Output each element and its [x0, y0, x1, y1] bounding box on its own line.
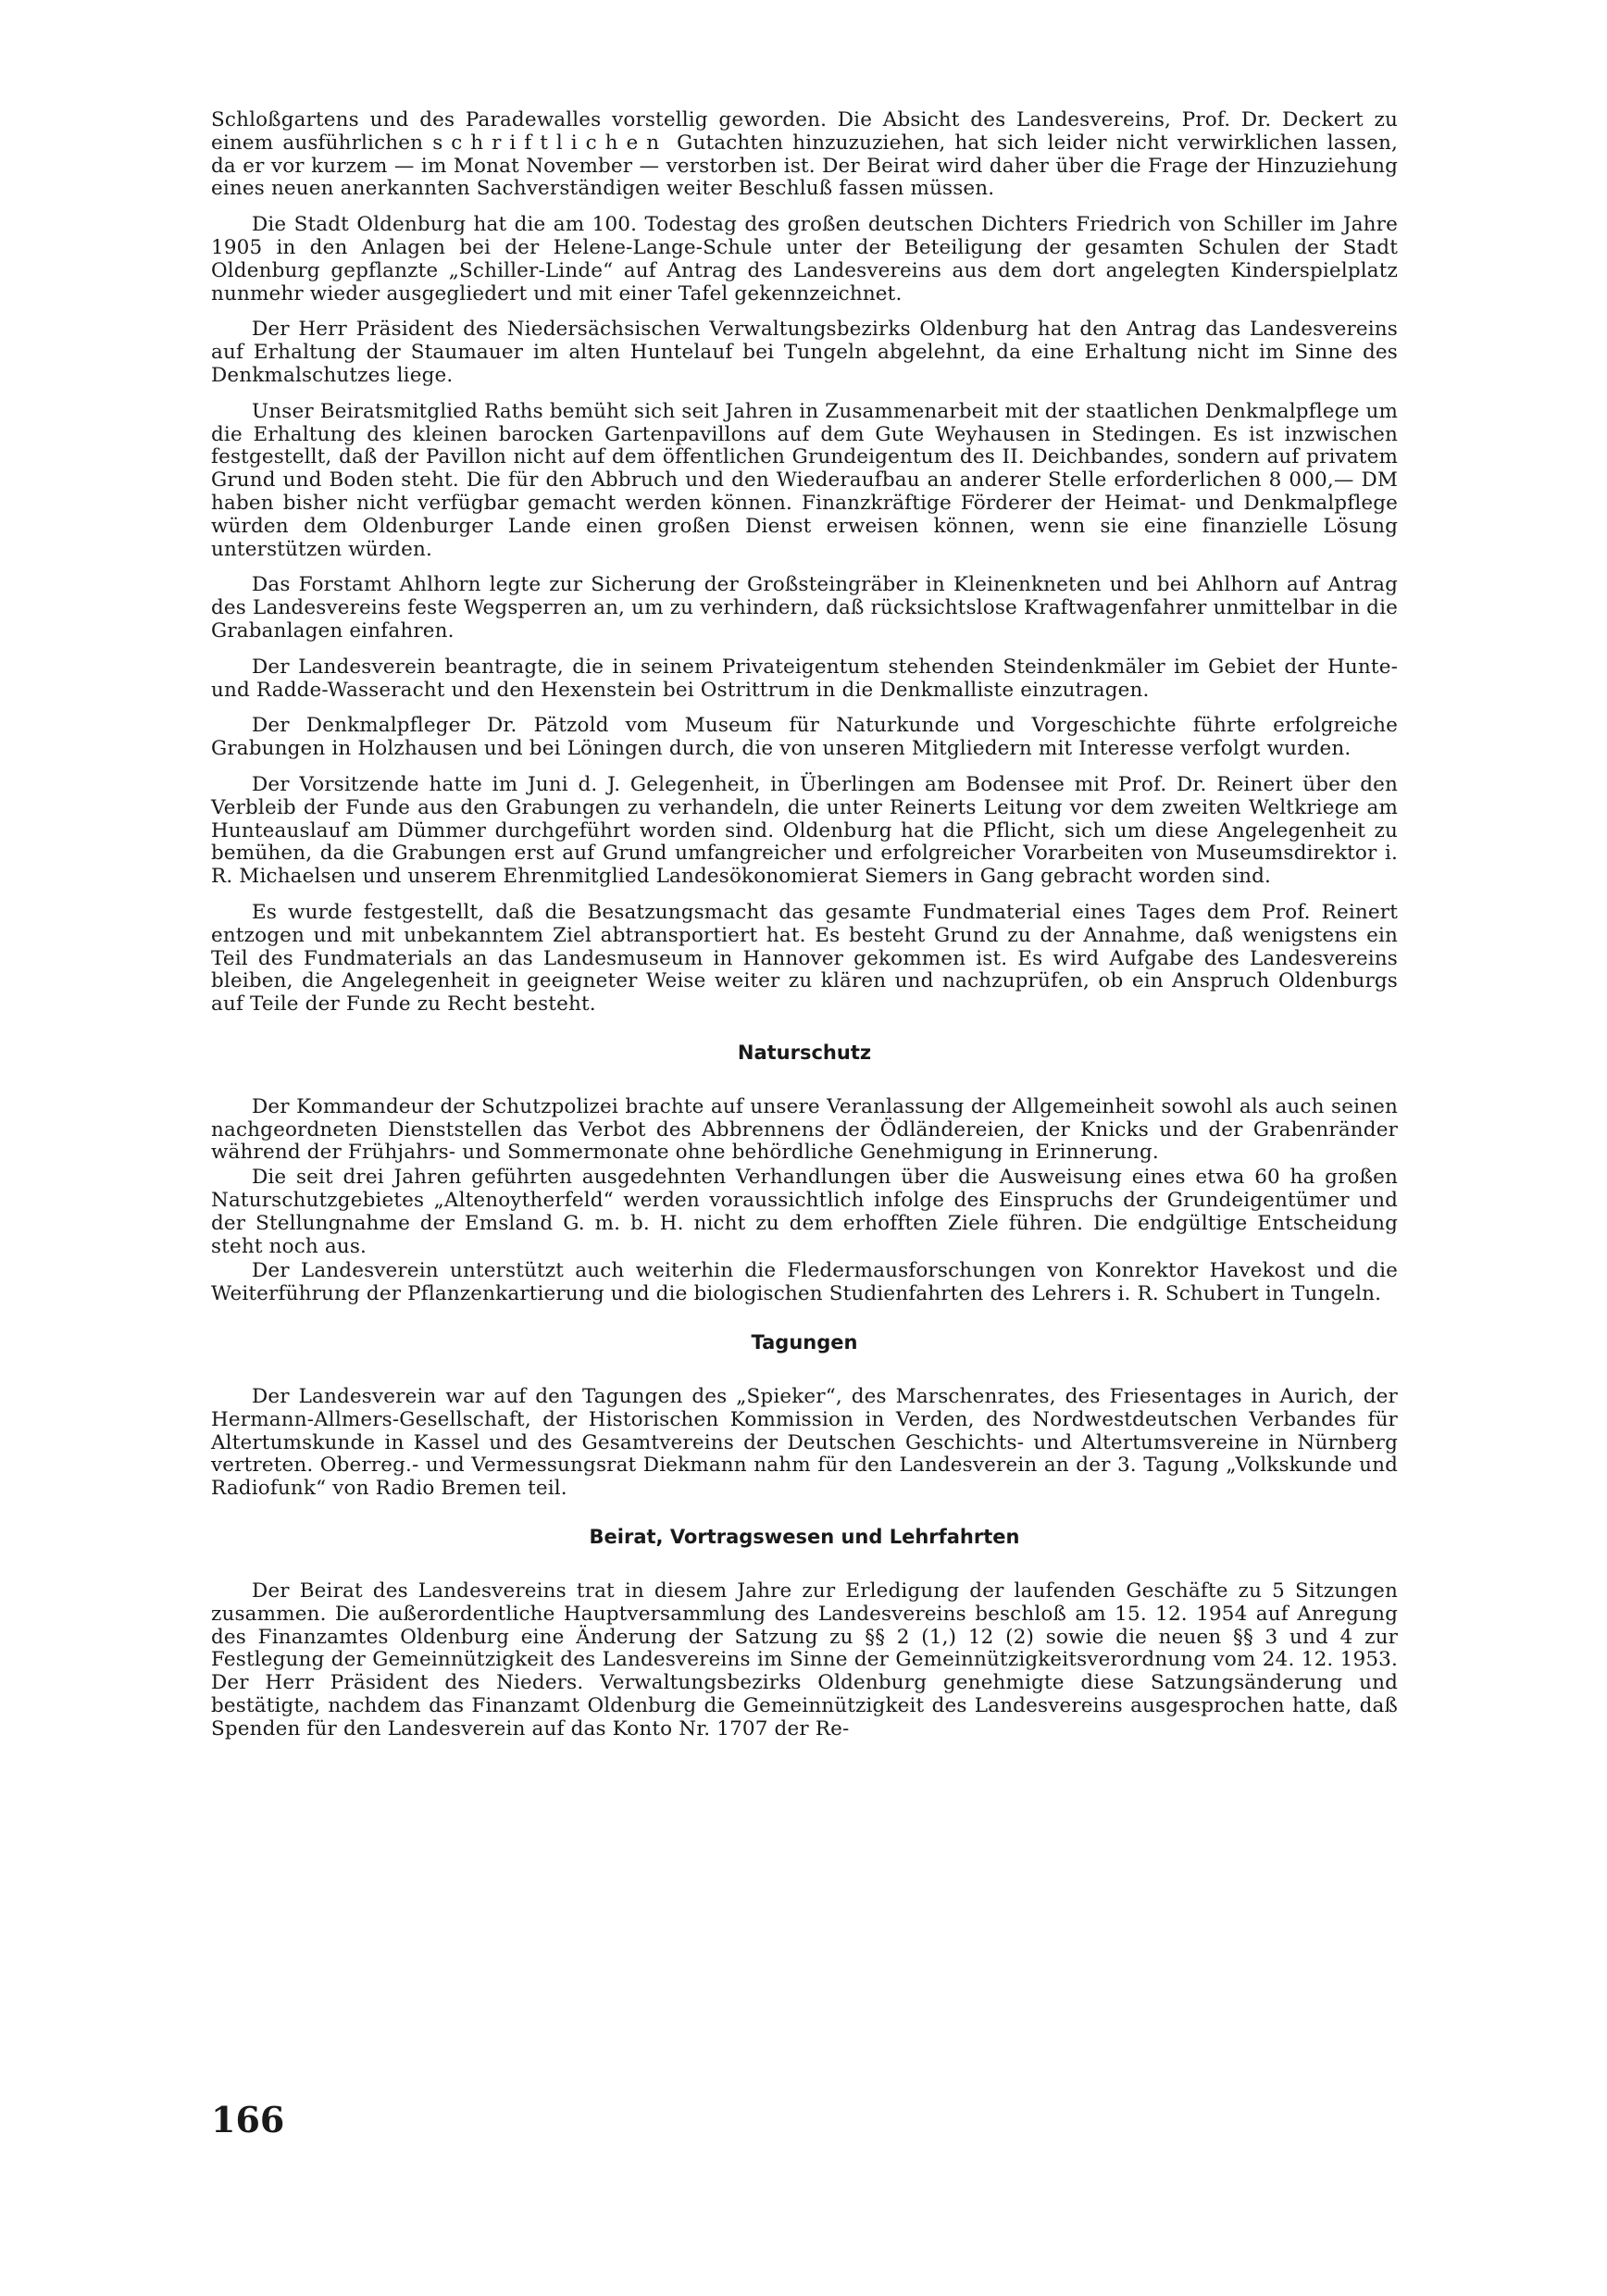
paragraph-gartenpavillon: Unser Beiratsmitglied Raths bemüht sich seit Jahren in Zusammenarbeit mit der staatlichen Denkmalpflege um die Erhaltung des kleinen barocken Gartenpavillons auf dem Gute Weyhausen in Stedingen. Es ist inzwischen festgestellt, daß der Pavillon nicht auf dem öffentlichen Grundeigentum des II. Deichbandes, sondern auf privatem Grund und Boden steht. Die für den Abbruch und den Wiederaufbau an anderer Stelle erforderlichen 8 000,— DM haben bisher nicht verfügbar gemacht werden können. Finanzkräftige Förderer der Heimat- und Denkmalpflege würden dem Oldenburger Lande einen großen Dienst erweisen können, wenn sie eine finanzielle Lösung unterstützen würden.: [211, 399, 1398, 561]
section-heading-beirat: Beirat, Vortragswesen und Lehrfahrten: [589, 1526, 1020, 1549]
paragraph-staumauer: Der Herr Präsident des Niedersächsischen Verwaltungsbezirks Oldenburg hat den Antrag das Landesvereins auf Erhaltung der Staumauer im alten Huntelauf bei Tungeln abgelehnt, da eine Erhaltung nicht im Sinne des Denkmalschutzes liege.: [211, 318, 1398, 387]
document-page: [211, 109, 1398, 1754]
paragraph-reinert: Der Vorsitzende hatte im Juni d. J. Gelegenheit, in Überlingen am Bodensee mit Prof. Dr. Reinert über den Verbleib der Funde aus den Grabungen zu verhandeln, die unter Reinerts Leitung vor dem zweiten Weltkriege am Hunteauslauf am Dümmer durchgeführt worden sind. Oldenburg hat die Pflicht, sich um diese Angelegenheit zu bemühen, da die Grabungen erst auf Grund umfangreicher und erfolgreicher Vorarbeiten von Museumsdirektor i. R. Michaelsen und unserem Ehrenmitglied Landesökonomierat Siemers in Gang gebracht worden sind.: [211, 772, 1398, 889]
section-heading-tagungen: Tagungen: [751, 1331, 858, 1354]
paragraph-fledermaus: Der Landesverein unterstützt auch weiterhin die Fledermausforschungen von Konrektor Havekost und die Weiterführung der Pflanzenkartierung und die biologischen Studienfahrten des Lehrers i. R. Schubert in Tungeln.: [211, 1259, 1398, 1306]
text-run: Schloßgartens und des Paradewalles vorstellig geworden. Die Absicht des Landesvereins, Prof. Dr. Deckert zu einem ausführlichen: [211, 108, 1398, 155]
page-number: 166: [211, 2099, 285, 2140]
spaced-emphasis: schriftlichen: [432, 131, 668, 155]
paragraph-schlossgarten: [211, 109, 1398, 201]
paragraph-grabungen: Der Denkmalpfleger Dr. Pätzold vom Museum für Naturkunde und Vorgeschichte führte erfolgreiche Grabungen in Holzhausen und bei Löningen durch, die von unseren Mitgliedern mit Interesse verfolgt wurden.: [211, 714, 1398, 761]
paragraph-steindenkmaeler: Der Landesverein beantragte, die in seinem Privateigentum stehenden Steindenkmäler im Gebiet der Hunte- und Radde-Wasseracht und den Hexenstein bei Ostrittrum in die Denkmalliste einzutragen.: [211, 655, 1398, 702]
paragraph-schutzpolizei: Der Kommandeur der Schutzpolizei brachte auf unsere Veranlassung der Allgemeinheit sowohl als auch seinen nachgeordneten Dienststellen das Verbot des Abbrennens der Ödländereien, der Knicks und der Grabenränder während der Frühjahrs- und Sommermonate ohne behördliche Genehmigung in Erinnerung.: [211, 1094, 1398, 1165]
paragraph-tagungen: Der Landesverein war auf den Tagungen des „Spieker“, des Marschenrates, des Friesentages in Aurich, der Hermann-Allmers-Gesellschaft, der Historischen Kommission in Verden, des Nordwestdeutschen Verbandes für Altertumskunde in Kassel und des Gesamtvereins der Deutschen Geschichts- und Altertumsvereine in Nürnberg vertreten. Oberreg.- und Vermessungsrat Diekmann nahm für den Landesverein an der 3. Tagung „Volkskunde und Radiofunk“ von Radio Bremen teil.: [211, 1385, 1398, 1501]
paragraph-schiller-linde: Die Stadt Oldenburg hat die am 100. Todestag des großen deutschen Dichters Friedrich von Schiller im Jahre 1905 in den Anlagen bei der Helene-Lange-Schule unter der Beteiligung der gesamten Schulen der Stadt Oldenburg gepflanzte „Schiller-Linde“ auf Antrag des Landesvereins aus dem dort angelegten Kinderspielplatz nunmehr wieder ausgegliedert und mit einer Tafel gekennzeichnet.: [211, 213, 1398, 306]
paragraph-fundmaterial: Es wurde festgestellt, daß die Besatzungsmacht das gesamte Fundmaterial eines Tages dem Prof. Reinert entzogen und mit unbekanntem Ziel abtransportiert hat. Es besteht Grund zu der Annahme, daß wenigstens ein Teil des Fundmaterials an das Landesmuseum in Hannover gekommen ist. Es wird Aufgabe des Landesvereins bleiben, die Angelegenheit in geeigneter Weise weiter zu klären und nachzuprüfen, ob ein Anspruch Oldenburgs auf Teile der Funde zu Recht besteht.: [211, 900, 1398, 1017]
section-heading-naturschutz: Naturschutz: [737, 1041, 872, 1064]
paragraph-beirat: Der Beirat des Landesvereins trat in diesem Jahre zur Erledigung der laufenden Geschäfte zu 5 Sitzungen zusammen. Die außerordentliche Hauptversammlung des Landesvereins beschloß am 15. 12. 1954 auf Anregung des Finanzamtes Oldenburg eine Änderung der Satzung zu §§ 2 (1,) 12 (2) sowie die neuen §§ 3 und 4 zur Festlegung der Gemeinnützigkeit des Landesvereins im Sinne der Gemeinnützigkeitsverordnung vom 24. 12. 1953. Der Herr Präsident des Nieders. Verwaltungsbezirks Oldenburg genehmigte diese Satzungsänderung und bestätigte, nachdem das Finanzamt Oldenburg die Gemeinnützigkeit des Landesvereins ausgesprochen hatte, daß Spenden für den Landesverein auf das Konto Nr. 1707 der Re-: [211, 1579, 1398, 1741]
paragraph-forstamt: Das Forstamt Ahlhorn legte zur Sicherung der Großsteingräber in Kleinenkneten und bei Ahlhorn auf Antrag des Landesvereins feste Wegsperren an, um zu verhindern, daß rücksichtslose Kraftwagenfahrer unmittelbar in die Grabanlagen einfahren.: [211, 573, 1398, 643]
paragraph-altenoytherfeld: Die seit drei Jahren geführten ausgedehnten Verhandlungen über die Ausweisung eines etwa 60 ha großen Naturschutzgebietes „Altenoytherfeld“ werden voraussichtlich infolge des Einspruchs der Grundeigentümer und der Stellungnahme der Emsland G. m. b. H. nicht zu dem erhofften Ziele führen. Die endgültige Entscheidung steht noch aus.: [211, 1166, 1398, 1258]
text-run: Gutachten hinzuzuziehen, hat sich leider nicht verwirklichen lassen, da er vor kurzem — im Monat November — verstorben ist. Der Beirat wird daher über die Frage der Hinzuziehung eines neuen anerkannten Sachverständigen weiter Beschluß fassen müssen.: [211, 131, 1398, 201]
